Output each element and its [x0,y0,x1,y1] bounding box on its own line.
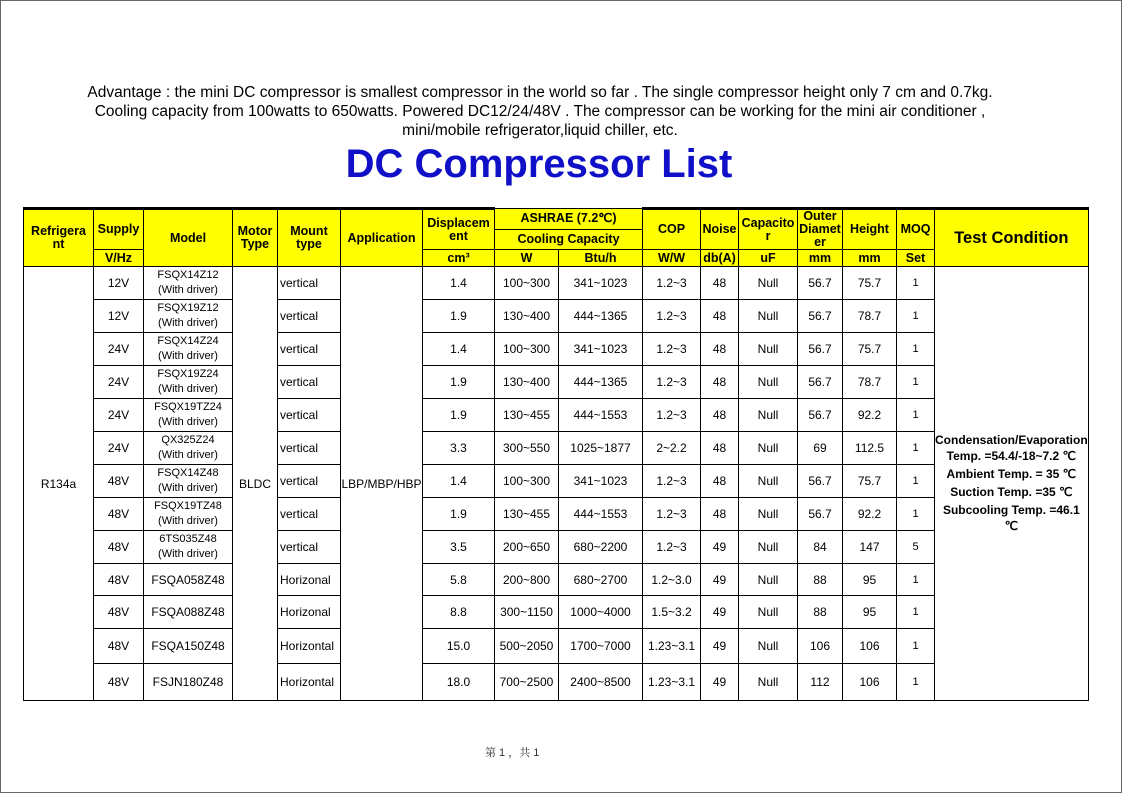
supply-cell: 24V [94,366,144,399]
mount-cell: vertical [278,399,341,432]
unit-capacitor: uF [739,250,798,267]
model-cell [144,465,233,498]
disp-cell: 1.4 [423,465,495,498]
moq-cell: 1 [897,596,935,629]
unit-w: W [495,250,559,267]
mount-cell: vertical [278,333,341,366]
height-cell: 92.2 [843,498,897,531]
application-cell: LBP/MBP/HBP [341,267,423,701]
table-row [24,629,1089,664]
disp-cell: 3.3 [423,432,495,465]
model-cell [144,432,233,465]
supply-cell: 48V [94,498,144,531]
moq-cell: 5 [897,531,935,564]
unit-cop: W/W [643,250,701,267]
header-mount: Mount type [278,209,341,267]
header-moq: MOQ [897,209,935,250]
btu-cell: 1000~4000 [559,596,643,629]
unit-outer-diameter: mm [798,250,843,267]
header-test-condition: Test Condition [935,209,1089,267]
disp-cell: 18.0 [423,664,495,701]
cap-cell: Null [739,267,798,300]
header-height: Height [843,209,897,250]
model-name: FSQX19Z12 [157,302,219,314]
btu-cell: 1700~7000 [559,629,643,664]
noise-cell: 49 [701,596,739,629]
disp-cell: 1.9 [423,399,495,432]
w-cell: 300~1150 [495,596,559,629]
cop-cell: 1.2~3 [643,333,701,366]
intro-line: Cooling capacity from 100watts to 650watts. Powered DC12/24/48V . The compressor can be working for the mini air conditioner , [94,103,986,120]
unit-supply: V/Hz [94,250,144,267]
noise-cell: 49 [701,564,739,596]
table-row [24,664,1089,701]
table-row [24,366,1089,399]
w-cell: 200~650 [495,531,559,564]
od-cell: 56.7 [798,300,843,333]
model-note: (With driver) [158,317,218,329]
cap-cell: Null [739,300,798,333]
model-note: (With driver) [158,284,218,296]
header-cop: COP [643,209,701,250]
cop-cell: 1.2~3 [643,366,701,399]
btu-cell: 1025~1877 [559,432,643,465]
table-row [24,432,1089,465]
noise-cell: 48 [701,333,739,366]
supply-cell: 24V [94,333,144,366]
od-cell: 69 [798,432,843,465]
disp-cell: 1.9 [423,300,495,333]
od-cell: 56.7 [798,333,843,366]
od-cell: 56.7 [798,399,843,432]
supply-cell: 12V [94,300,144,333]
model-note: (With driver) [158,350,218,362]
cop-cell: 1.2~3 [643,465,701,498]
mount-cell: vertical [278,432,341,465]
height-cell: 78.7 [843,300,897,333]
supply-cell: 48V [94,596,144,629]
height-cell: 75.7 [843,465,897,498]
w-cell: 130~455 [495,498,559,531]
mount-cell: Horizonal [278,596,341,629]
mount-cell: Horizontal [278,664,341,701]
header-capacitor: Capacito r [739,209,798,250]
mount-cell: Horizonal [278,564,341,596]
mount-cell: vertical [278,267,341,300]
cap-cell: Null [739,465,798,498]
moq-cell: 1 [897,399,935,432]
w-cell: 130~400 [495,300,559,333]
od-cell: 106 [798,629,843,664]
disp-cell: 1.4 [423,267,495,300]
cop-cell: 1.5~3.2 [643,596,701,629]
noise-cell: 48 [701,300,739,333]
od-cell: 56.7 [798,465,843,498]
moq-cell: 1 [897,664,935,701]
od-cell: 112 [798,664,843,701]
header-displacement: Displacem ent [423,209,495,250]
model-note: (With driver) [158,383,218,395]
page-title: DC Compressor List [345,142,733,186]
noise-cell: 48 [701,366,739,399]
supply-cell: 48V [94,531,144,564]
cap-cell: Null [739,596,798,629]
noise-cell: 48 [701,432,739,465]
cop-cell: 1.23~3.1 [643,664,701,701]
model-name: 6TS035Z48 [159,533,217,545]
intro-line: Advantage : the mini DC compressor is smallest compressor in the world so far . The single compressor height only 7 cm and 0.7kg. [87,84,993,101]
test-condition-item: Suction Temp. =35 ℃ [950,484,1073,499]
height-cell: 147 [843,531,897,564]
unit-moq: Set [897,250,935,267]
btu-cell: 341~1023 [559,465,643,498]
model-note: (With driver) [158,548,218,560]
header-ashrae: ASHRAE (7.2℃) [495,209,643,230]
btu-cell: 680~2200 [559,531,643,564]
supply-cell: 48V [94,564,144,596]
model-note: (With driver) [158,482,218,494]
model-cell [144,267,233,300]
cap-cell: Null [739,498,798,531]
supply-cell: 24V [94,432,144,465]
table-row [24,267,1089,300]
height-cell: 106 [843,664,897,701]
moq-cell: 1 [897,432,935,465]
btu-cell: 341~1023 [559,333,643,366]
unit-btu: Btu/h [559,250,643,267]
model-name: FSQA088Z48 [151,605,225,619]
cop-cell: 1.2~3 [643,300,701,333]
header-supply: Supply [94,209,144,250]
table-row [24,333,1089,366]
model-cell [144,498,233,531]
table-row [24,300,1089,333]
model-name: FSQA150Z48 [151,639,225,653]
motor-cell: BLDC [233,267,278,701]
cap-cell: Null [739,399,798,432]
compressor-table [23,207,1089,701]
w-cell: 100~300 [495,333,559,366]
moq-cell: 1 [897,267,935,300]
disp-cell: 1.9 [423,498,495,531]
table-row [24,399,1089,432]
btu-cell: 680~2700 [559,564,643,596]
w-cell: 300~550 [495,432,559,465]
cap-cell: Null [739,366,798,399]
test-condition-item: Condensation/Evaporation Temp. =54.4/-18~7.2 ℃ [935,432,1088,463]
intro-text [40,83,1040,140]
header-cooling-capacity: Cooling Capacity [495,229,643,250]
header-motor: Motor Type [233,209,278,267]
w-cell: 100~300 [495,267,559,300]
header-refrigerant: Refrigera nt [24,209,94,267]
btu-cell: 341~1023 [559,267,643,300]
table-row [24,596,1089,629]
btu-cell: 2400~8500 [559,664,643,701]
unit-noise: db(A) [701,250,739,267]
cop-cell: 1.2~3 [643,267,701,300]
table-row [24,564,1089,596]
table-row [24,498,1089,531]
od-cell: 56.7 [798,267,843,300]
header-model: Model [144,209,233,267]
cop-cell: 1.2~3 [643,399,701,432]
disp-cell: 1.4 [423,333,495,366]
noise-cell: 48 [701,399,739,432]
supply-cell: 12V [94,267,144,300]
supply-cell: 48V [94,664,144,701]
w-cell: 700~2500 [495,664,559,701]
model-note: (With driver) [158,515,218,527]
supply-cell: 24V [94,399,144,432]
mount-cell: vertical [278,465,341,498]
test-condition-item: Ambient Temp. = 35 ℃ [946,466,1077,481]
supply-cell: 48V [94,629,144,664]
model-name: FSQX19Z24 [157,368,219,380]
model-name: FSQX14Z48 [157,467,219,479]
model-cell [144,399,233,432]
model-name: FSQA058Z48 [151,572,225,587]
header-application: Application [341,209,423,267]
cop-cell: 1.2~3.0 [643,564,701,596]
noise-cell: 48 [701,498,739,531]
cap-cell: Null [739,564,798,596]
cap-cell: Null [739,333,798,366]
w-cell: 500~2050 [495,629,559,664]
cop-cell: 1.2~3 [643,498,701,531]
model-name: FSQX19TZ24 [154,401,222,413]
moq-cell: 1 [897,366,935,399]
cap-cell: Null [739,629,798,664]
cop-cell: 2~2.2 [643,432,701,465]
model-name: FSQX14Z24 [157,335,219,347]
intro-line: mini/mobile refrigerator,liquid chiller, etc. [402,122,678,139]
header-noise: Noise [701,209,739,250]
disp-cell: 8.8 [423,596,495,629]
model-cell [144,333,233,366]
model-cell [144,664,233,701]
table-row [24,465,1089,498]
model-name: FSQX19TZ48 [154,500,222,512]
mount-cell: Horizontal [278,629,341,664]
height-cell: 78.7 [843,366,897,399]
model-cell [144,366,233,399]
model-name: QX325Z24 [161,434,215,446]
model-cell [144,596,233,629]
od-cell: 88 [798,596,843,629]
w-cell: 130~400 [495,366,559,399]
cop-cell: 1.2~3 [643,531,701,564]
header-outer-diameter: Outer Diamet er [799,209,841,249]
disp-cell: 15.0 [423,629,495,664]
disp-cell: 1.9 [423,366,495,399]
model-cell [144,564,233,596]
model-note: (With driver) [158,416,218,428]
od-cell: 88 [798,564,843,596]
noise-cell: 49 [701,629,739,664]
model-cell [144,300,233,333]
model-cell [144,531,233,564]
disp-cell: 5.8 [423,564,495,596]
od-cell: 56.7 [798,498,843,531]
height-cell: 92.2 [843,399,897,432]
height-cell: 106 [843,629,897,664]
noise-cell: 48 [701,465,739,498]
mount-cell: vertical [278,531,341,564]
unit-displacement: cm³ [423,250,495,267]
table-row [24,531,1089,564]
w-cell: 200~800 [495,564,559,596]
mount-cell: vertical [278,300,341,333]
test-condition-item: Subcooling Temp. =46.1 ℃ [942,502,1080,533]
btu-cell: 444~1553 [559,498,643,531]
od-cell: 56.7 [798,366,843,399]
height-cell: 95 [843,596,897,629]
noise-cell: 49 [701,531,739,564]
cop-cell: 1.23~3.1 [643,629,701,664]
od-cell: 84 [798,531,843,564]
mount-cell: vertical [278,366,341,399]
btu-cell: 444~1365 [559,366,643,399]
cap-cell: Null [739,432,798,465]
height-cell: 95 [843,564,897,596]
model-name: FSJN180Z48 [152,675,224,689]
unit-height: mm [843,250,897,267]
model-note: (With driver) [158,449,218,461]
moq-cell: 1 [897,300,935,333]
cap-cell: Null [739,664,798,701]
refrigerant-cell: R134a [24,267,94,701]
moq-cell: 1 [897,629,935,664]
height-cell: 75.7 [843,333,897,366]
test-condition-cell [935,267,1089,701]
moq-cell: 1 [897,465,935,498]
moq-cell: 1 [897,498,935,531]
noise-cell: 48 [701,267,739,300]
disp-cell: 3.5 [423,531,495,564]
moq-cell: 1 [897,564,935,596]
supply-cell: 48V [94,465,144,498]
height-cell: 112.5 [843,432,897,465]
page-footer: 第 1 ，共 1 [485,747,540,759]
btu-cell: 444~1553 [559,399,643,432]
w-cell: 130~455 [495,399,559,432]
model-name: FSQX14Z12 [157,269,219,281]
btu-cell: 444~1365 [559,300,643,333]
height-cell: 75.7 [843,267,897,300]
mount-cell: vertical [278,498,341,531]
w-cell: 100~300 [495,465,559,498]
noise-cell: 49 [701,664,739,701]
cap-cell: Null [739,531,798,564]
model-cell [144,629,233,664]
moq-cell: 1 [897,333,935,366]
